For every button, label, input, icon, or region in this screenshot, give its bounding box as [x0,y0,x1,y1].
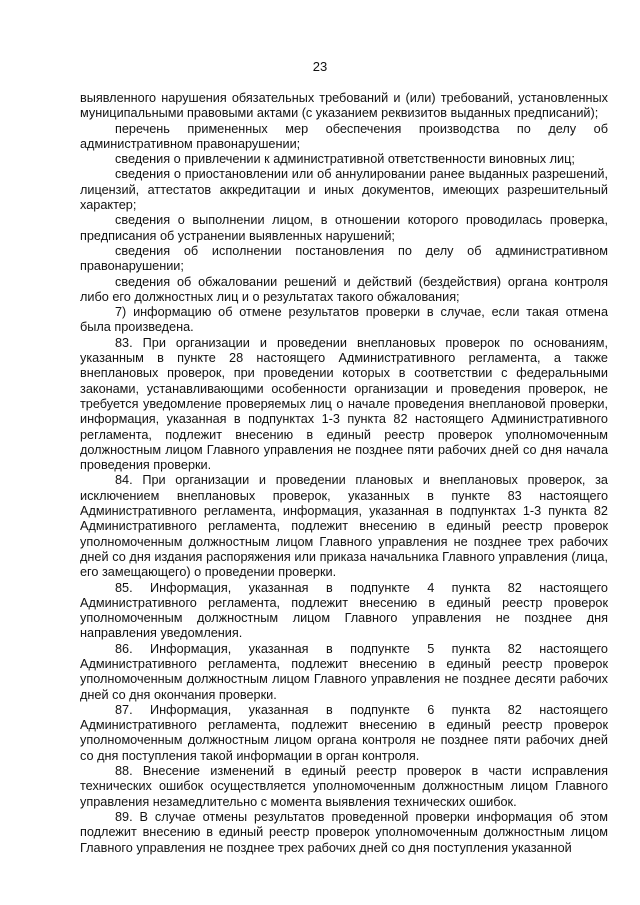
paragraph: сведения о приостановлении или об аннулировании ранее выданных разрешений, лицензий, аттестатов аккредитации и иных документов, имеющих разрешительный характер; [80,167,608,213]
paragraph: сведения об обжаловании решений и действий (бездействия) органа контроля либо его должностных лиц и о результатах такого обжалования; [80,274,608,304]
paragraph-88: 88. Внесение изменений в единый реестр проверок в части исправления технических ошибок осуществляется уполномоченным должностным лицом Главного управления незамедлительно с момента выявления технических ошибок. [80,764,608,809]
paragraph-87: 87. Информация, указанная в подпункте 6 пункта 82 настоящего Административного регламента, подлежит внесению в единый реестр проверок уполномоченным должностным лицом органа контроля не позднее пяти рабочих дней со дня поступления такой информации в орган контроля. [80,702,608,763]
paragraph: сведения о выполнении лицом, в отношении которого проводилась проверка, предписания об устранении выявленных нарушений; [80,213,608,243]
paragraph: 7) информацию об отмене результатов проверки в случае, если такая отмена была произведена. [80,305,608,335]
paragraph: выявленного нарушения обязательных требований и (или) требований, установленных муниципальными правовыми актами (с указанием реквизитов выданных предписаний); [80,91,608,121]
paragraph-85: 85. Информация, указанная в подпункте 4 пункта 82 настоящего Административного регламента, подлежит внесению в единый реестр проверок уполномоченным должностным лицом Главного управления не позднее дня направления уведомления. [80,580,608,641]
paragraph: перечень примененных мер обеспечения производства по делу об административном правонарушении; [80,121,608,151]
paragraph: сведения о привлечении к административной ответственности виновных лиц; [115,152,575,167]
paragraph-86: 86. Информация, указанная в подпункте 5 пункта 82 настоящего Административного регламента, подлежит внесению в единый реестр проверок уполномоченным должностным лицом Главного управления не позднее десяти рабочих дней со дня окончания проверки. [80,641,608,702]
paragraph-89: 89. В случае отмены результатов проведенной проверки информация об этом подлежит внесению в единый реестр проверок уполномоченным должностным лицом Главного управления не позднее трех рабочих дней со дня поступления указанной [80,809,608,855]
paragraph-83: 83. При организации и проведении внеплановых проверок по основаниям, указанным в пункте 28 настоящего Административного регламента, а также внеплановых проверок, при проведении которых в соответствии с федеральными законами, устанавливающими особенности организации и проведения проверок, не требуется уведомление проверяемых лиц о начале проведения внеплановой проверки, информация, указанная в подпунктах 1-3 пункта 82 настоящего Административного регламента, подлежит внесению в единый реестр проверок уполномоченным должностным лицом Главного управления не позднее пяти рабочих дней со дня начала проведения проверки. [80,335,608,473]
document-body [80,91,608,856]
paragraph: сведения об исполнении постановления по делу об административном правонарушении; [80,243,608,274]
paragraph-84: 84. При организации и проведении плановых и внеплановых проверок, за исключением внеплановых проверок, указанных в пункте 83 настоящего Административного регламента, информация, указанная в подпунктах 1-3 пункта 82 Административного регламента, подлежит внесению в единый реестр проверок уполномоченным должностным лицом Главного управления не позднее трех рабочих дней со дня издания распоряжения или приказа начальника Главного управления (лица, его замещающего) о проведении проверки. [80,473,608,580]
page-number: 23 [312,59,328,74]
